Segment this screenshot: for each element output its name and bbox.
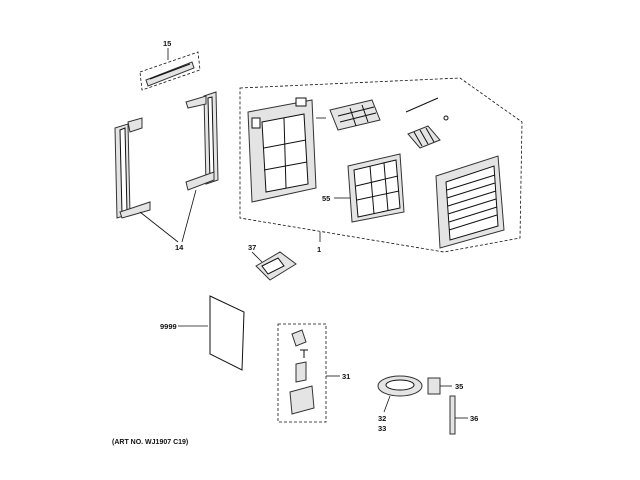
callout-15: 15 [163,39,172,48]
part-15-top-channel [140,48,200,90]
part-9999-manual [178,296,244,370]
part-36-foam-strip [450,396,468,434]
callout-14: 14 [175,243,184,252]
part-32-33-drain-fittings [378,376,422,412]
front-grille [436,156,504,248]
callout-33: 33 [378,424,387,433]
callout-1: 1 [317,245,322,254]
part-31-installation-kit [278,324,340,422]
control-board [316,100,380,130]
part-14-side-curtains [115,92,218,242]
callout-36: 36 [470,414,479,423]
callout-32: 32 [378,414,387,423]
front-frame [248,98,316,202]
callout-9999: 9999 [160,322,177,331]
callout-31: 31 [342,372,351,381]
callout-37: 37 [248,243,257,252]
callout-35: 35 [455,382,464,391]
part-35-seal-pad [428,378,452,394]
art-number-caption: (ART NO. WJ1907 C19) [112,439,189,446]
rod-and-clips [406,98,448,148]
part-55-air-filter [334,154,404,222]
part-37-remote-control [252,252,296,280]
callout-55: 55 [322,194,331,203]
